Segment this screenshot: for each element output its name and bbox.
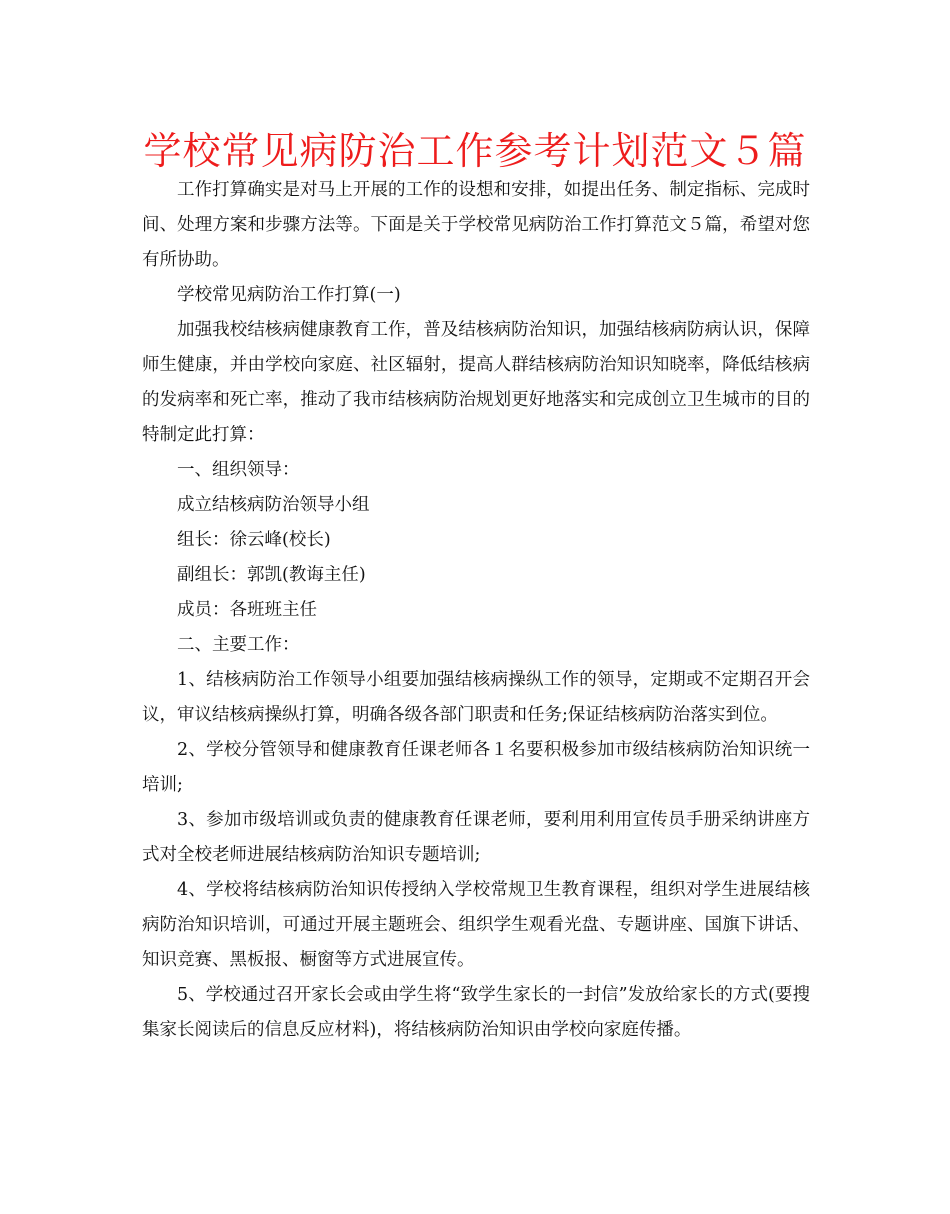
work-item-1: 1、结核病防治工作领导小组要加强结核病操纵工作的领导，定期或不定期召开会议，审议结核病操纵打算，明确各级各部门职责和任务;保证结核病防治落实到位。 <box>142 670 810 725</box>
document-body <box>142 173 810 1048</box>
heading-organization: 一、组织领导： <box>177 460 300 480</box>
work-item-3: 3、参加市级培训或负责的健康教育任课老师，要利用利用宣传员手册采纳讲座方式对全校老师进展结核病防治知识专题培训; <box>142 810 810 865</box>
members-line: 成员：各班班主任 <box>177 600 317 620</box>
purpose-paragraph: 加强我校结核病健康教育工作，普及结核病防治知识，加强结核病防病认识，保障师生健康，并由学校向家庭、社区辐射，提高人群结核病防治知识知晓率，降低结核病的发病率和死亡率，推动了我市结核病防治规划更好地落实和完成创立卫生城市的目的特制定此打算： <box>142 320 810 445</box>
work-item-5: 5、学校通过召开家长会或由学生将“致学生家长的一封信”发放给家长的方式(要搜集家长阅读后的信息反应材料)，将结核病防治知识由学校向家庭传播。 <box>142 985 810 1040</box>
leadership-group-line: 成立结核病防治领导小组 <box>177 495 370 515</box>
group-leader-line: 组长：徐云峰(校长) <box>177 530 331 550</box>
intro-paragraph: 工作打算确实是对马上开展的工作的设想和安排，如提出任务、制定指标、完成时间、处理方案和步骤方法等。下面是关于学校常见病防治工作打算范文５篇，希望对您有所协助。 <box>142 180 810 270</box>
heading-main-work: 二、主要工作： <box>177 635 300 655</box>
document-title: 学校常见病防治工作参考计划范文５篇 <box>143 129 807 173</box>
work-item-4: 4、学校将结核病防治知识传授纳入学校常规卫生教育课程，组织对学生进展结核病防治知识培训，可通过开展主题班会、组织学生观看光盘、专题讲座、国旗下讲话、知识竞赛、黑板报、橱窗等方式进展宣传。 <box>142 880 810 970</box>
section-heading-plan-one: 学校常见病防治工作打算(一) <box>177 285 401 305</box>
work-item-2: 2、学校分管领导和健康教育任课老师各１名要积极参加市级结核病防治知识统一培训; <box>142 740 810 795</box>
deputy-leader-line: 副组长：郭凯(教诲主任) <box>177 565 366 585</box>
